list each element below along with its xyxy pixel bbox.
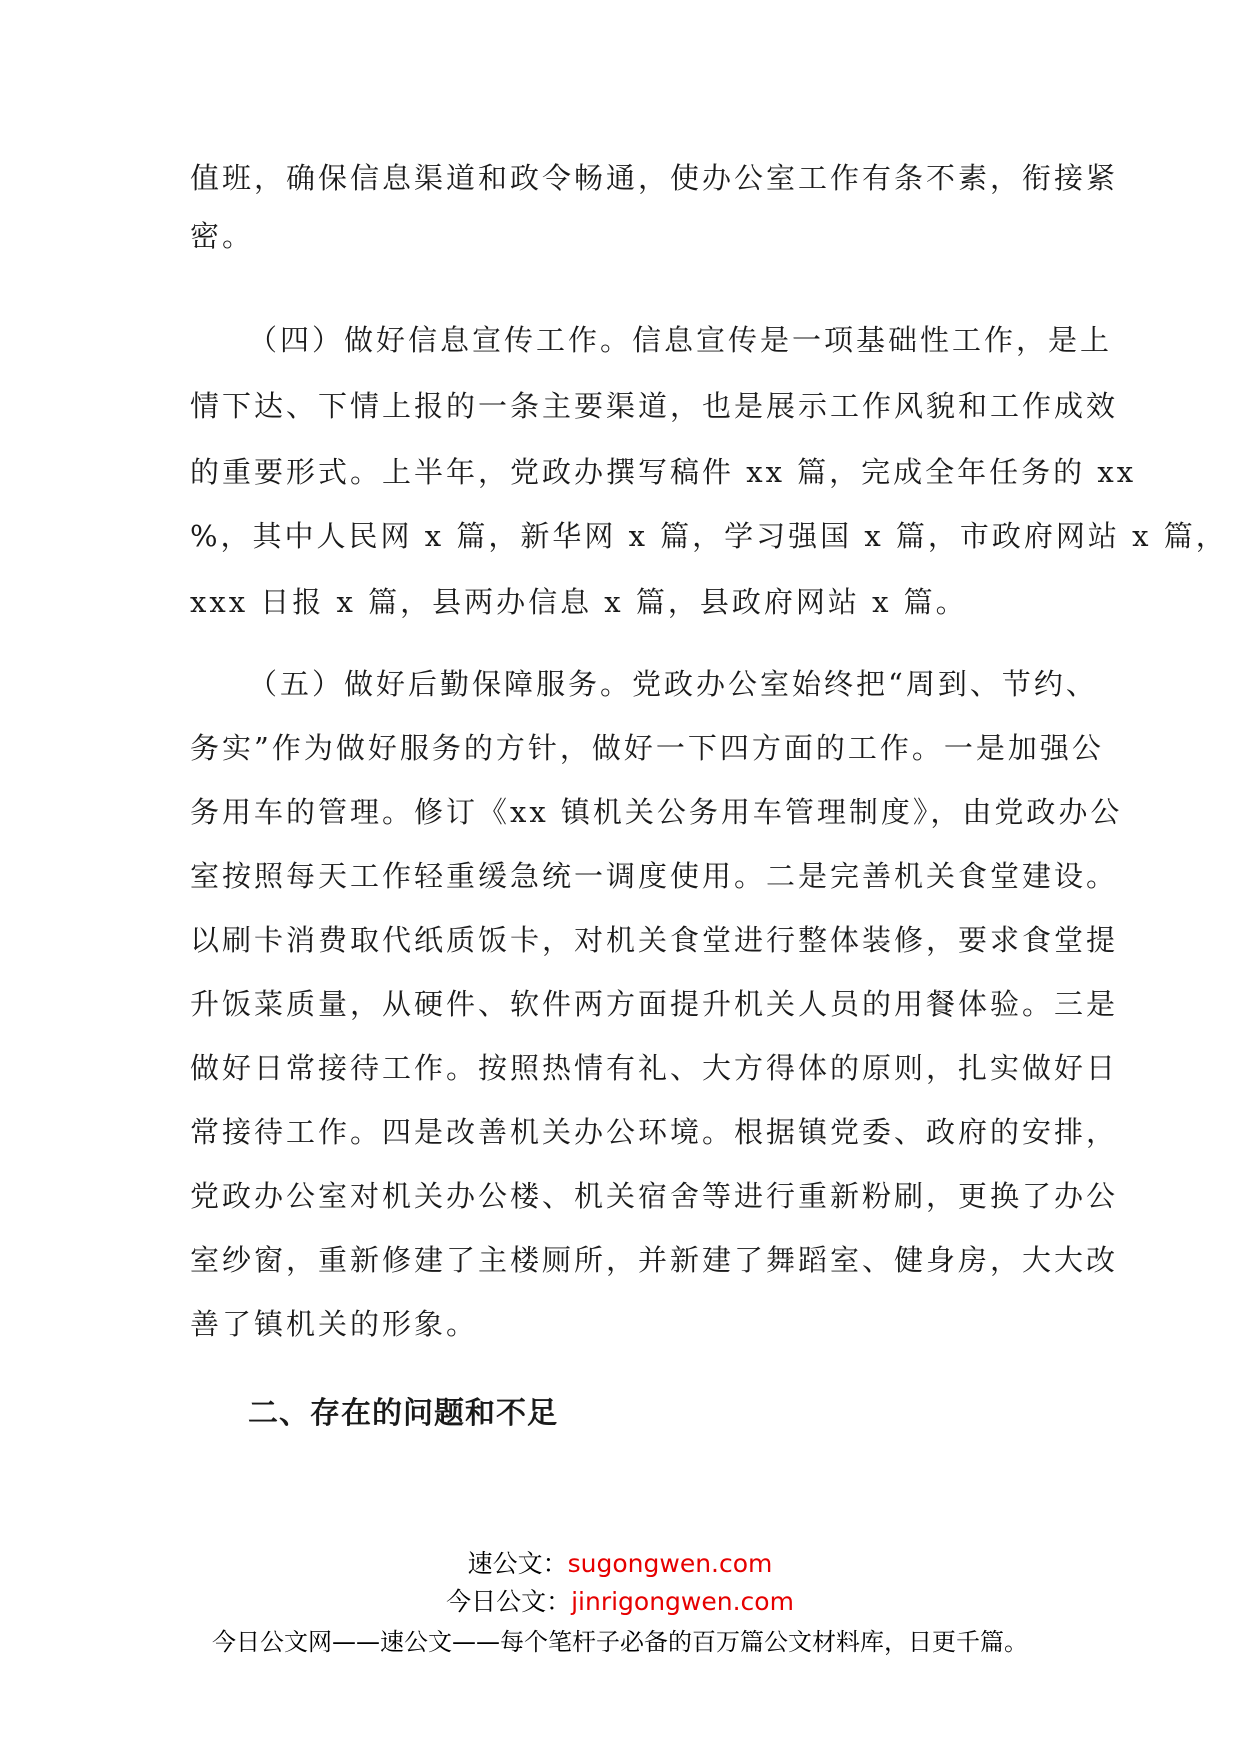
body-line: 密。 (190, 219, 255, 253)
body-line: 善了镇机关的形象。 (190, 1307, 479, 1341)
body-line: （五）做好后勤保障服务。党政办公室始终把“周到、节约、 (248, 667, 1098, 701)
footer-label: 速公文： (467, 1549, 568, 1578)
body-line: 务用车的管理。修订《xx 镇机关公务用车管理制度》，由党政办公 (190, 795, 1123, 829)
body-line: 务实”作为做好服务的方针，做好一下四方面的工作。一是加强公 (190, 731, 1104, 765)
body-line: （四）做好信息宣传工作。信息宣传是一项基础性工作，是上 (248, 323, 1113, 357)
section-heading: 二、存在的问题和不足 (248, 1396, 558, 1431)
body-line: 值班，确保信息渠道和政令畅通，使办公室工作有条不素，衔接紧 (190, 161, 1119, 195)
body-line: 升饭菜质量，从硬件、软件两方面提升机关人员的用餐体验。三是 (190, 987, 1119, 1021)
body-line: xxx 日报 x 篇，县两办信息 x 篇，县政府网站 x 篇。 (190, 585, 968, 619)
footer-label: 今日公文： (446, 1587, 572, 1616)
footer-slogan: 今日公文网——速公文——每个笔杆子必备的百万篇公文材料库，日更千篇。 (212, 1628, 1028, 1656)
body-line: %，其中人民网 x 篇，新华网 x 篇，学习强国 x 篇，市政府网站 x 篇， (190, 519, 1228, 553)
body-line: 情下达、下情上报的一条主要渠道，也是展示工作风貌和工作成效 (190, 389, 1119, 423)
body-line: 以刷卡消费取代纸质饭卡，对机关食堂进行整体装修，要求食堂提 (190, 923, 1119, 957)
body-line: 的重要形式。上半年，党政办撰写稿件 xx 篇，完成全年任务的 xx (190, 455, 1137, 489)
footer-link-jinrigongwen[interactable]: jinrigongwen.com (571, 1587, 794, 1616)
body-line: 常接待工作。四是改善机关办公环境。根据镇党委、政府的安排， (190, 1115, 1119, 1149)
footer-line-sugongwen (0, 1544, 1240, 1580)
body-line: 做好日常接待工作。按照热情有礼、大方得体的原则，扎实做好日 (190, 1051, 1119, 1085)
body-line: 党政办公室对机关办公楼、机关宿舍等进行重新粉刷，更换了办公 (190, 1179, 1119, 1213)
footer-line-jinrigongwen (0, 1582, 1240, 1618)
body-line: 室按照每天工作轻重缓急统一调度使用。二是完善机关食堂建设。 (190, 859, 1119, 893)
body-line: 室纱窗，重新修建了主楼厕所，并新建了舞蹈室、健身房，大大改 (190, 1243, 1119, 1277)
footer-link-sugongwen[interactable]: sugongwen.com (567, 1549, 773, 1578)
